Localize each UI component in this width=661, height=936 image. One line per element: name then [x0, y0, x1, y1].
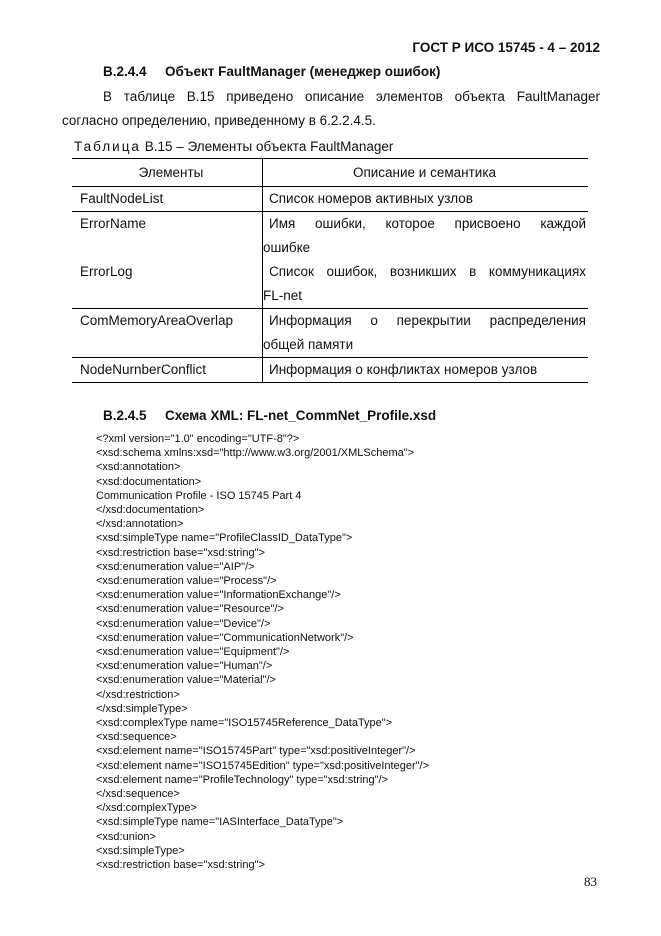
- section-title: Объект FaultManager (менеджер ошибок): [165, 64, 441, 79]
- code-line: <xsd:enumeration value="InformationExchange"/>: [96, 589, 341, 602]
- table-caption-text: В.15 – Элементы объекта FaultManager: [140, 139, 394, 154]
- code-line: </xsd:sequence>: [96, 788, 180, 801]
- section-number: B.2.4.5: [103, 408, 147, 423]
- code-line: <xsd:enumeration value="Equipment"/>: [96, 646, 290, 659]
- code-line: <xsd:simpleType name="IASInterface_DataType">: [96, 816, 344, 829]
- table-row: [72, 187, 588, 212]
- code-line: </xsd:simpleType>: [96, 702, 188, 715]
- section-title: Схема XML: FL-net_CommNet_Profile.xsd: [165, 408, 437, 423]
- table-cell-description-cont: общей памяти: [263, 337, 354, 352]
- table-header-row: [72, 159, 588, 187]
- table-cell-description: Имя ошибки, которое присвоено каждой: [269, 216, 586, 231]
- code-line: <xsd:sequence>: [96, 731, 177, 744]
- table-row: [72, 260, 588, 309]
- code-line: <xsd:enumeration value="Material"/>: [96, 674, 276, 687]
- code-line: <xsd:schema xmlns:xsd="http://www.w3.org/2001/XMLSchema">: [96, 447, 415, 460]
- code-line: <xsd:enumeration value="CommunicationNetwork"/>: [96, 631, 354, 644]
- code-line: <xsd:documentation>: [96, 475, 202, 488]
- table-cell-description-cont: FL-net: [263, 288, 303, 303]
- document-header: ГОСТ Р ИСО 15745 - 4 – 2012: [412, 40, 600, 55]
- table-cell-description: Информация о конфликтах номеров узлов: [269, 362, 538, 377]
- section-heading-b244: [103, 64, 440, 79]
- table-cell-description: Список номеров активных узлов: [269, 191, 473, 206]
- table-caption-word: Таблица: [74, 139, 141, 154]
- code-line: </xsd:complexType>: [96, 802, 197, 815]
- code-line: <xsd:enumeration value="AIP"/>: [96, 560, 255, 573]
- table-header-elements: Элементы: [72, 159, 263, 187]
- xml-schema-code: [96, 432, 429, 872]
- code-line: Communication Profile - ISO 15745 Part 4: [96, 489, 302, 502]
- code-line: <xsd:restriction base="xsd:string">: [96, 546, 265, 559]
- table-caption: [74, 139, 393, 154]
- code-line: <?xml version="1.0" encoding="UTF-8"?>: [96, 433, 300, 445]
- code-line: </xsd:annotation>: [96, 518, 184, 531]
- code-line: </xsd:documentation>: [96, 504, 205, 517]
- code-line: <xsd:simpleType>: [96, 844, 185, 857]
- code-line: <xsd:complexType name="ISO15745Reference_DataType">: [96, 717, 393, 730]
- page-number: 83: [584, 874, 597, 889]
- code-line: <xsd:enumeration value="Resource"/>: [96, 603, 284, 616]
- paragraph-line-1: В таблице В.15 приведено описание элементов объекта FaultManager: [103, 89, 600, 104]
- code-line: <xsd:enumeration value="Process"/>: [96, 575, 277, 588]
- code-line: <xsd:enumeration value="Human"/>: [96, 660, 273, 673]
- table-row: [72, 212, 588, 261]
- table-row: [72, 309, 588, 358]
- code-line: </xsd:restriction>: [96, 688, 180, 701]
- code-line: <xsd:simpleType name="ProfileClassID_DataType">: [96, 532, 353, 545]
- table-cell-description: Список ошибок, возникших в коммуникациях: [269, 264, 586, 279]
- table-header-description: Описание и семантика: [263, 159, 589, 187]
- fault-manager-table: [72, 158, 588, 383]
- section-number: B.2.4.4: [103, 64, 147, 79]
- code-line: <xsd:annotation>: [96, 461, 181, 474]
- section-heading-b245: [103, 408, 436, 423]
- code-line: <xsd:union>: [96, 830, 156, 843]
- code-line: <xsd:element name="ProfileTechnology" type="xsd:string"/>: [96, 773, 388, 786]
- table-cell-description: Информация о перекрытии распределения: [269, 313, 586, 328]
- table-cell-element: FaultNodeList: [80, 191, 164, 206]
- table-cell-description-cont: ошибке: [263, 240, 311, 255]
- table-cell-element: ErrorLog: [80, 264, 133, 279]
- table-cell-element: ComMemoryAreaOverlap: [80, 313, 234, 328]
- code-line: <xsd:element name="ISO15745Edition" type="xsd:positiveInteger"/>: [96, 759, 429, 772]
- table-cell-element: NodeNurnberConflict: [80, 362, 207, 377]
- code-line: <xsd:restriction base="xsd:string">: [96, 859, 265, 872]
- table-cell-element: ErrorName: [80, 216, 147, 231]
- table-row: [72, 358, 588, 383]
- paragraph-line-2: согласно определению, приведенному в 6.2.2.4.5.: [62, 113, 376, 128]
- code-line: <xsd:element name="ISO15745Part" type="xsd:positiveInteger"/>: [96, 745, 416, 758]
- code-line: <xsd:enumeration value="Device"/>: [96, 617, 271, 630]
